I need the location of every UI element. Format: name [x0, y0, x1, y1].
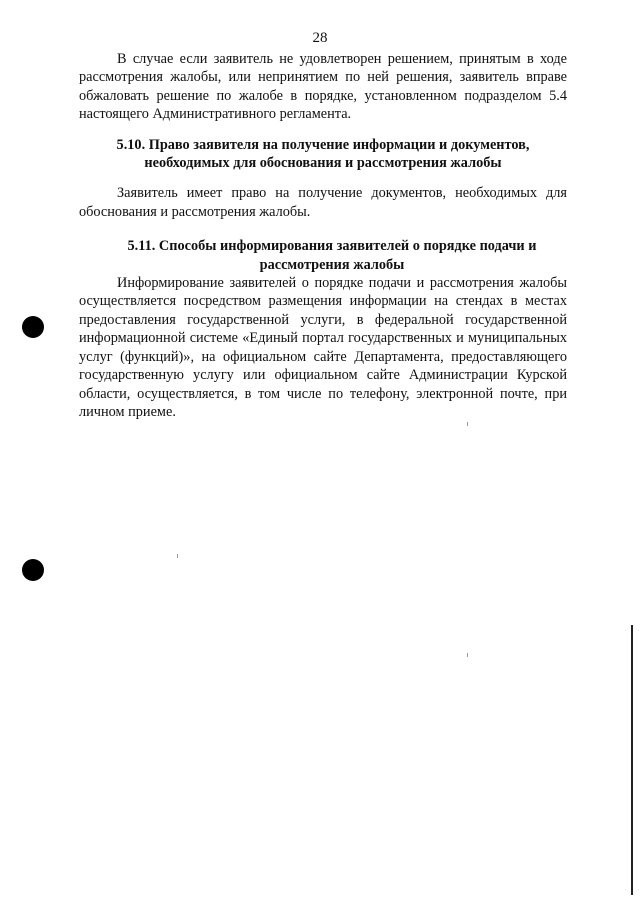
scan-speck	[467, 422, 468, 426]
page-number: 28	[312, 30, 328, 46]
section-heading-5-10: 5.10. Право заявителя на получение информации и документов, необходимых для обоснования и рассмотрения жалобы	[116, 136, 530, 172]
scan-edge-line	[631, 625, 633, 895]
punch-hole-top	[22, 316, 44, 338]
paragraph-informing-methods: Информирование заявителей о порядке подачи и рассмотрения жалобы осуществляется посредством размещения информации на стендах в местах предоставления государственной услуги, в федеральной государственной информационной системе «Единый портал государственных и муниципальных услуг (функций)», на официальном сайте Департамента, предоставляющего государственную услугу или официальном сайте Администрации Курской области, осуществляется, в том числе по телефону, электронной почте, при личном приеме.	[79, 275, 567, 420]
paragraph-appeal-right: В случае если заявитель не удовлетворен решением, принятым в ходе рассмотрения жалобы, или непринятием по ней решения, заявитель вправе обжаловать решение по жалобе в порядке, установленном подразделом 5.4 настоящего Административного регламента.	[79, 51, 567, 123]
document-body	[79, 50, 567, 421]
paragraph-documents-right: Заявитель имеет право на получение документов, необходимых для обоснования и рассмотрения жалобы.	[79, 185, 567, 220]
section-heading-5-11: 5.11. Способы информирования заявителей о порядке подачи и рассмотрения жалобы	[127, 238, 537, 273]
scan-speck	[177, 554, 178, 558]
punch-hole-bottom	[22, 559, 44, 581]
scan-speck	[467, 653, 468, 657]
